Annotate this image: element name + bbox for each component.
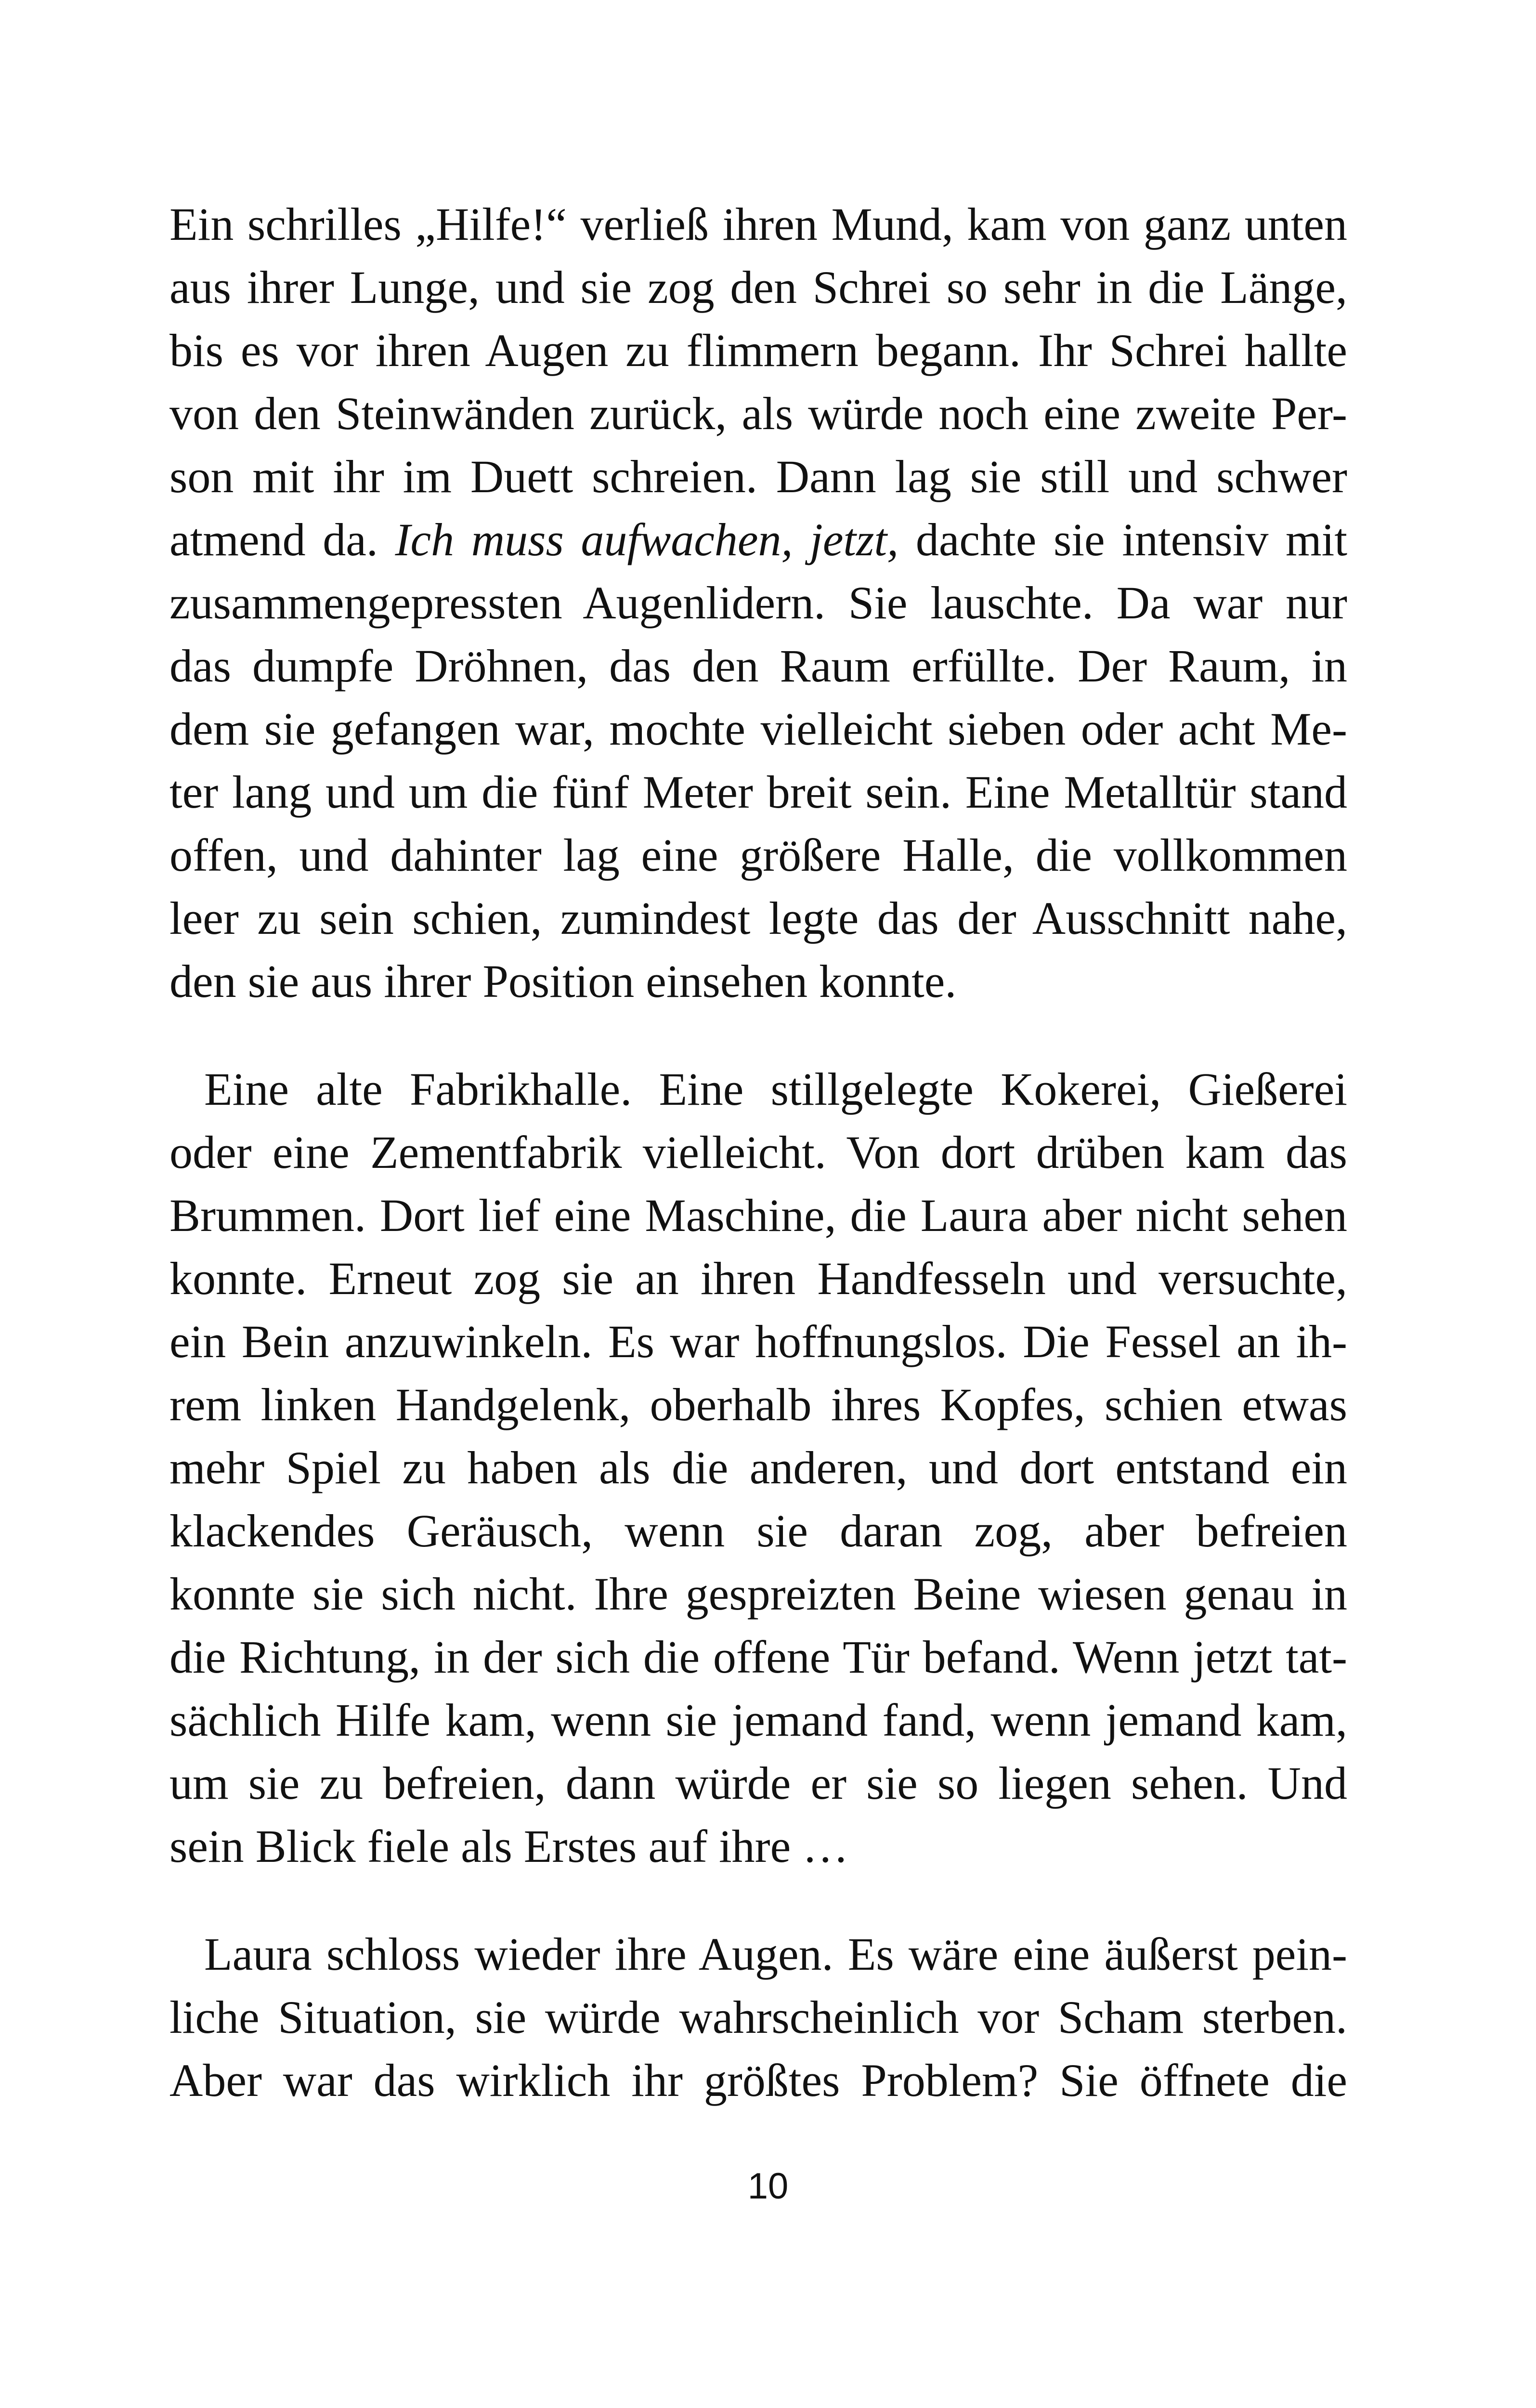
text-line: konnte sie sich nicht. Ihre gespreizten Beine wiesen genau in [169, 1568, 1347, 1620]
text-line: zusammengepressten Augenlidern. Sie lauschte. Da war nur [169, 577, 1347, 628]
text-line: mehr Spiel zu haben als die anderen, und dort entstand ein [169, 1442, 1347, 1493]
text-line: ter lang und um die fünf Meter breit sein. Eine Metalltür stand [169, 766, 1347, 818]
text-line: sächlich Hilfe kam, wenn sie jemand fand, wenn jemand kam, [169, 1694, 1347, 1746]
text-line: konnte. Erneut zog sie an ihren Handfesseln und versuchte, [169, 1253, 1347, 1304]
text-line: Aber war das wirklich ihr größtes Problem? Sie öffnete die [169, 2055, 1347, 2106]
text-line: son mit ihr im Duett schreien. Dann lag sie still und schwer [169, 451, 1347, 502]
book-page-text [169, 193, 1347, 2112]
text-line: Eine alte Fabrikhalle. Eine stillgelegte Kokerei, Gießerei [204, 1063, 1347, 1115]
text-line: dem sie gefangen war, mochte vielleicht sieben oder acht Me- [169, 703, 1347, 755]
page-number: 10 [747, 2166, 789, 2207]
paragraph-3 [169, 1923, 1347, 2112]
paragraph-2 [169, 1058, 1347, 1878]
text-line: liche Situation, sie würde wahrscheinlich vor Scham sterben. [169, 1991, 1347, 2043]
text-line: offen, und dahinter lag eine größere Halle, die vollkommen [169, 829, 1347, 881]
text-line: Ein schrilles „Hilfe!“ verließ ihren Mund, kam von ganz unten [169, 198, 1347, 250]
text-line: um sie zu befreien, dann würde er sie so liegen sehen. Und [169, 1757, 1347, 1809]
text-line: aus ihrer Lunge, und sie zog den Schrei so sehr in die Länge, [169, 262, 1347, 313]
text-segment: dachte sie intensiv mit [898, 514, 1348, 565]
italic-thought: Ich muss aufwachen, jetzt, [395, 514, 899, 565]
text-line: den sie aus ihrer Position einsehen konnte. [169, 955, 957, 1007]
paragraph-1 [169, 193, 1347, 1013]
text-line: Brummen. Dort lief eine Maschine, die Laura aber nicht sehen [169, 1190, 1347, 1241]
text-line: ein Bein anzuwinkeln. Es war hoffnungslos. Die Fessel an ih- [169, 1316, 1347, 1367]
text-line: das dumpfe Dröhnen, das den Raum erfüllte. Der Raum, in [169, 640, 1347, 692]
text-line: klackendes Geräusch, wenn sie daran zog, aber befreien [169, 1505, 1347, 1557]
text-segment: atmend da. [169, 514, 395, 565]
text-line: rem linken Handgelenk, oberhalb ihres Kopfes, schien etwas [169, 1379, 1347, 1430]
text-line-with-italic [169, 508, 1347, 571]
text-line: die Richtung, in der sich die offene Tür befand. Wenn jetzt tat- [169, 1631, 1347, 1683]
text-line: oder eine Zementfabrik vielleicht. Von dort drüben kam das [169, 1126, 1347, 1178]
text-line: sein Blick fiele als Erstes auf ihre … [169, 1820, 849, 1872]
text-line: leer zu sein schien, zumindest legte das der Ausschnitt nahe, [169, 892, 1347, 944]
text-line: von den Steinwänden zurück, als würde noch eine zweite Per- [169, 388, 1347, 439]
text-line: Laura schloss wieder ihre Augen. Es wäre eine äußerst pein- [204, 1928, 1347, 1980]
text-line: bis es vor ihren Augen zu flimmern begann. Ihr Schrei hallte [169, 325, 1347, 376]
